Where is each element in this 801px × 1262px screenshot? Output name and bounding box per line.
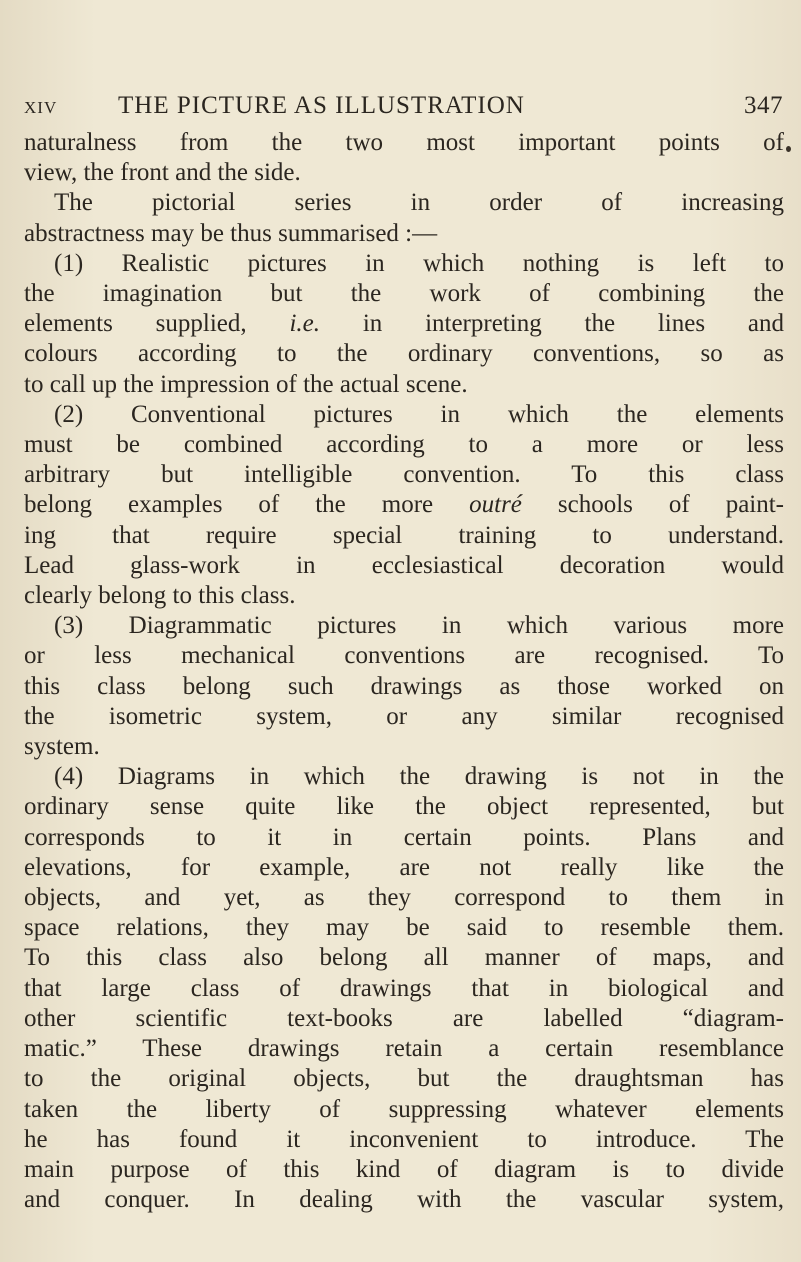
text-line: or less mechanical conventions are recognised. To xyxy=(24,642,784,670)
text-line: elements supplied, i.e. in interpreting the lines and xyxy=(24,310,784,338)
text-line: and conquer. In dealing with the vascular system, xyxy=(24,1186,784,1214)
text-line: (2) Conventional pictures in which the elements xyxy=(54,400,784,428)
text-line: corresponds to it in certain points. Plans and xyxy=(24,823,784,851)
text-line: objects, and yet, as they correspond to them in xyxy=(24,884,784,912)
text-line: belong examples of the more outré schools of paint- xyxy=(24,491,785,519)
chapter-number: XIV xyxy=(24,98,58,117)
text-line: ing that require special training to understand. xyxy=(24,521,784,549)
text-line: to call up the impression of the actual scene. xyxy=(24,370,468,398)
text-line: taken the liberty of suppressing whatever elements xyxy=(24,1095,784,1123)
text-line: system. xyxy=(24,733,100,761)
text-line: view, the front and the side. xyxy=(24,159,301,187)
text-line: this class belong such drawings as those worked on xyxy=(24,672,784,700)
text-line: space relations, they may be said to resemble them. xyxy=(24,914,784,942)
body-text xyxy=(24,128,784,1215)
text-line: clearly belong to this class. xyxy=(24,582,296,610)
text-line: that large class of drawings that in biological and xyxy=(24,974,784,1002)
text-line: Lead glass-work in ecclesiastical decoration would xyxy=(24,551,784,579)
text-line: the imagination but the work of combining the xyxy=(24,280,784,308)
text-line: The pictorial series in order of increasing xyxy=(54,189,784,217)
text-line: to the original objects, but the draughtsman has xyxy=(24,1065,784,1093)
text-line: the isometric system, or any similar recognised xyxy=(24,702,784,730)
text-line: he has found it inconvenient to introduce. The xyxy=(24,1125,784,1153)
text-line: must be combined according to a more or less xyxy=(24,431,784,459)
running-title: THE PICTURE AS ILLUSTRATION xyxy=(118,92,525,119)
ink-speck xyxy=(786,146,791,152)
text-line: To this class also belong all manner of maps, and xyxy=(24,944,784,972)
text-line: colours according to the ordinary conventions, so as xyxy=(24,340,784,368)
running-head xyxy=(24,92,798,122)
text-line: naturalness from the two most important points of xyxy=(24,129,784,156)
text-line: abstractness may be thus summarised :— xyxy=(24,219,438,247)
page-number: 347 xyxy=(744,92,783,119)
text-line: other scientific text-books are labelled “diagram- xyxy=(24,1004,784,1032)
text-line: matic.” These drawings retain a certain resemblance xyxy=(24,1035,784,1063)
text-line: elevations, for example, are not really like the xyxy=(24,853,784,881)
text-line: (3) Diagrammatic pictures in which various more xyxy=(54,612,784,640)
text-line: (1) Realistic pictures in which nothing is left to xyxy=(54,249,784,277)
text-line: ordinary sense quite like the object represented, but xyxy=(24,793,784,821)
text-line: (4) Diagrams in which the drawing is not in the xyxy=(54,763,784,791)
text-line: main purpose of this kind of diagram is to divide xyxy=(24,1155,784,1183)
text-line: arbitrary but intelligible convention. To this class xyxy=(24,461,784,489)
